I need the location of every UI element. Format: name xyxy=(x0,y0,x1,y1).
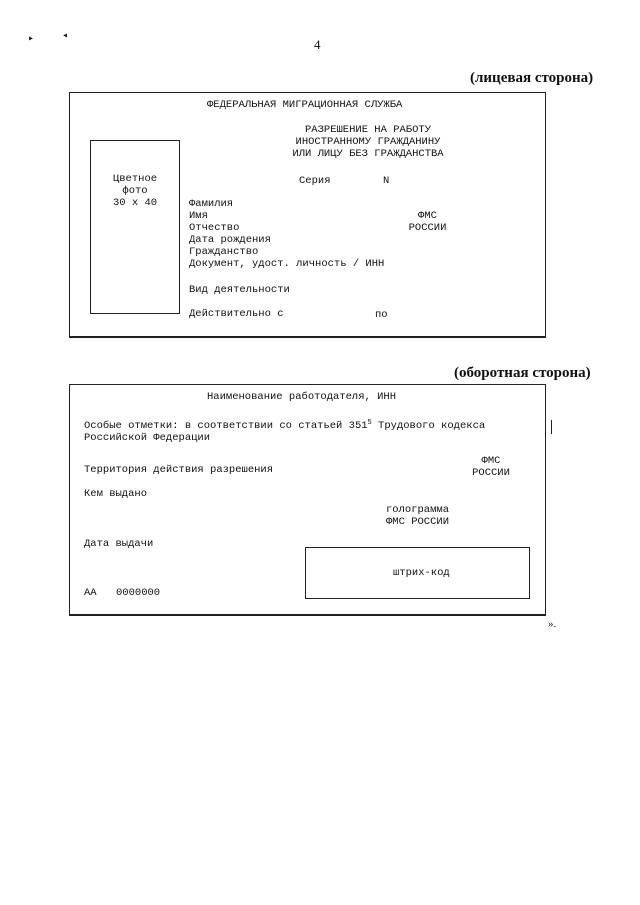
back-side-label: (оборотная сторона) xyxy=(454,365,591,381)
permit-title-line-1: РАЗРЕШЕНИЕ НА РАБОТУ xyxy=(304,124,432,136)
personal-fields xyxy=(189,198,384,270)
corner-mark-left: ▸ xyxy=(28,34,35,45)
field-id-document: Документ, удост. личность / ИНН xyxy=(189,258,385,270)
photo-caption-line-2: фото xyxy=(122,185,148,197)
issue-date-label: Дата выдачи xyxy=(84,538,154,550)
series-label: Серия xyxy=(299,175,331,187)
field-patronymic: Отчество xyxy=(189,222,240,234)
series-code: АА xyxy=(84,587,97,599)
margin-tick xyxy=(551,420,552,434)
employer-label: Наименование работодателя, ИНН xyxy=(207,391,397,403)
barcode-label: штрих-код xyxy=(393,567,450,579)
article-superscript: 5 xyxy=(367,419,372,427)
photo-placeholder xyxy=(90,140,180,314)
permit-title xyxy=(280,124,456,160)
back-stamp-line-2: РОССИИ xyxy=(472,467,510,479)
special-notes-line-1 xyxy=(84,417,485,432)
hologram xyxy=(386,504,449,528)
photo-caption-line-1: Цветное xyxy=(112,173,158,185)
agency-name: ФЕДЕРАЛЬНАЯ МИГРАЦИОННАЯ СЛУЖБА xyxy=(207,99,403,111)
field-name: Имя xyxy=(189,210,208,222)
special-notes-text-end: Трудового кодекса xyxy=(371,420,486,432)
front-side-label: (лицевая сторона) xyxy=(470,70,594,86)
activity-label: Вид деятельности xyxy=(189,284,290,296)
closing-mark: ». xyxy=(548,618,557,630)
front-stamp-line-1: ФМС xyxy=(418,210,437,222)
serial-number: 0000000 xyxy=(116,587,161,599)
field-citizenship: Гражданство xyxy=(189,246,259,258)
photo-caption xyxy=(90,173,180,209)
special-notes-text: Особые отметки: в соответствии со статьей 351 xyxy=(84,420,368,432)
permit-title-line-2: ИНОСТРАННОМУ ГРАЖДАНИНУ xyxy=(295,136,441,148)
corner-mark-right: ◂ xyxy=(62,31,69,42)
special-notes-line-2: Российской Федерации xyxy=(84,432,211,444)
back-stamp-line-1: ФМС xyxy=(481,455,501,467)
field-surname: Фамилия xyxy=(189,198,234,210)
special-notes xyxy=(84,417,485,444)
page-number: 4 xyxy=(314,37,321,52)
valid-from-label: Действительно с xyxy=(189,308,284,320)
territory-label: Территория действия разрешения xyxy=(84,464,274,476)
front-stamp-line-2: РОССИИ xyxy=(408,222,447,234)
back-stamp xyxy=(466,455,516,479)
field-birth-date: Дата рождения xyxy=(189,234,271,246)
number-label: N xyxy=(383,175,390,187)
hologram-line-1: голограмма xyxy=(386,504,450,516)
issued-by-label: Кем выдано xyxy=(84,488,148,500)
front-stamp xyxy=(400,210,455,234)
photo-caption-line-3: 30 х 40 xyxy=(112,197,158,209)
valid-to-label: по xyxy=(375,309,388,321)
hologram-line-2: ФМС РОССИИ xyxy=(386,516,450,528)
permit-title-line-3: ИЛИ ЛИЦУ БЕЗ ГРАЖДАНСТВА xyxy=(292,148,444,160)
